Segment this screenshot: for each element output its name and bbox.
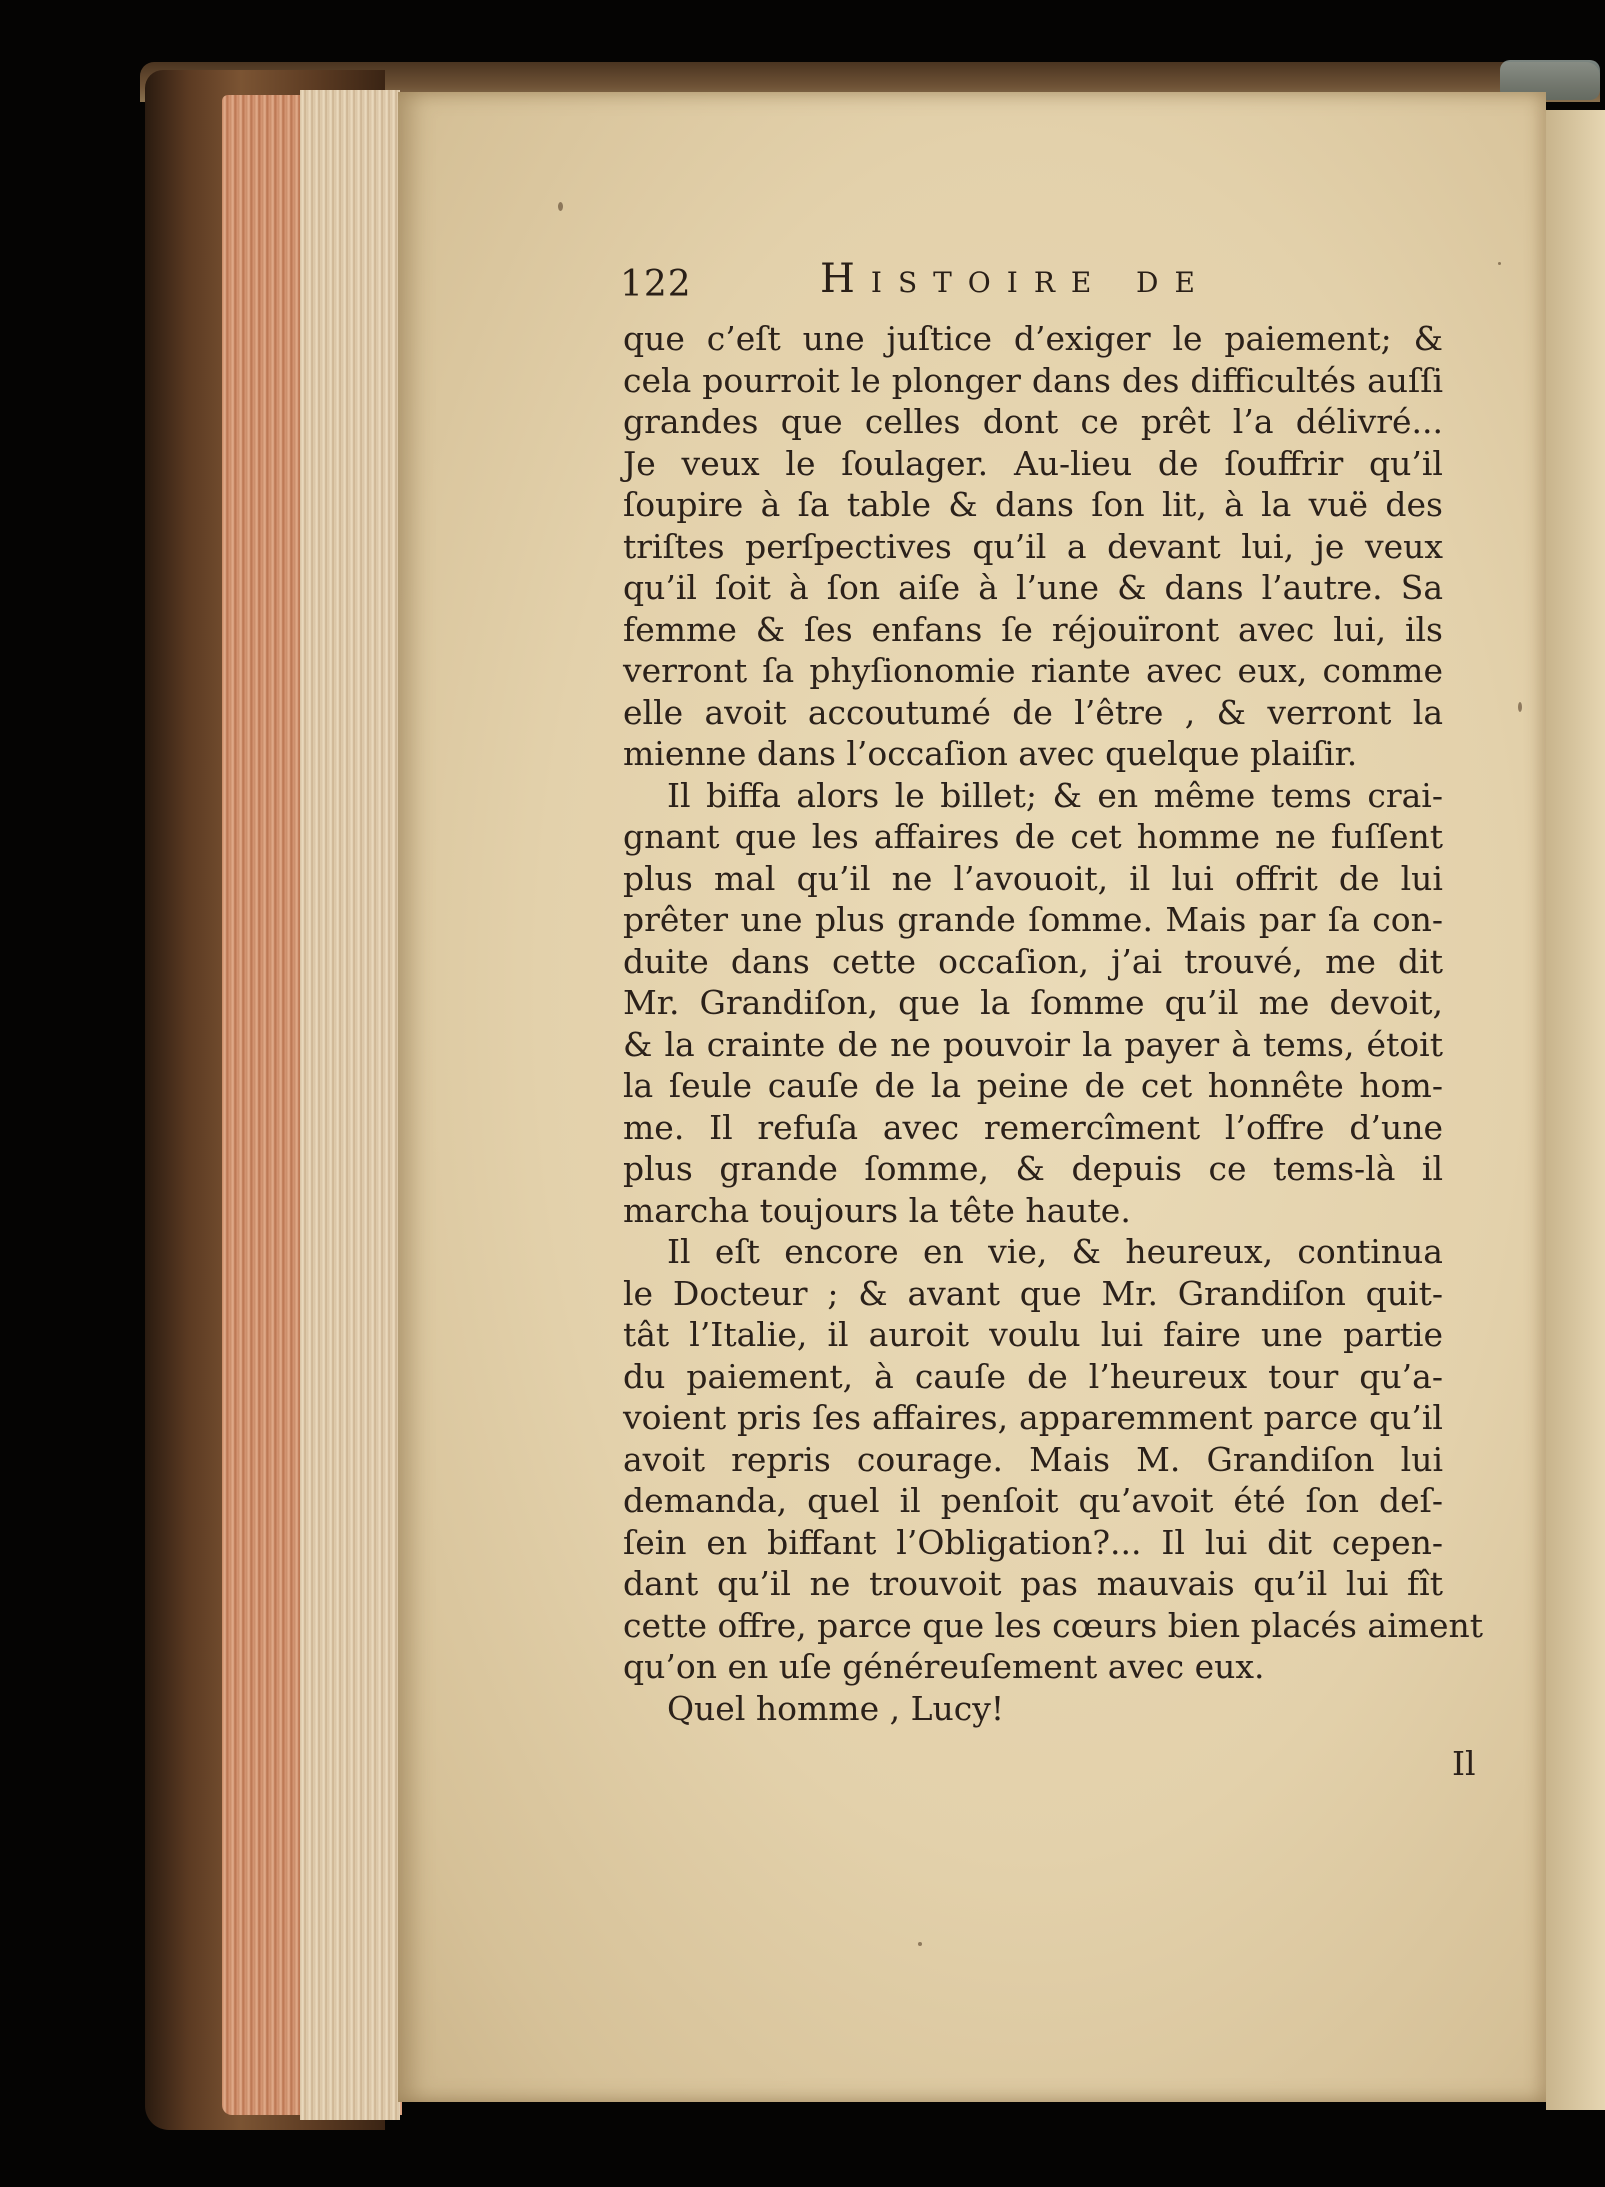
catchword: Il	[1452, 1744, 1476, 1783]
text-line: grandes que celles dont ce prêt l’a délivré...	[623, 402, 1443, 441]
text-line: que c’eſt une juſtice d’exiger le paiement; &	[623, 319, 1443, 358]
text-line: verront ſa phyſionomie riante avec eux, comme	[623, 651, 1443, 690]
text-line: ſein en biffant l’Obligation?... Il lui dit cepen-	[623, 1522, 1443, 1562]
text-line: Il biffa alors le billet; & en même tems crai-	[667, 775, 1443, 815]
text-line: me. Il refuſa avec remercîment l’offre d’une	[623, 1107, 1443, 1147]
text-line: tât l’Italie, il auroit voulu lui faire une partie	[623, 1315, 1443, 1354]
text-line: qu’on en uſe généreuſement avec eux.	[623, 1647, 1265, 1686]
text-line: plus mal qu’il ne l’avouoit, il lui offrit de lui	[623, 858, 1443, 898]
text-line: ſoupire à ſa table & dans ſon lit, à la vuë des	[623, 485, 1443, 524]
text-line: prêter une plus grande ſomme. Mais par ſa con-	[623, 900, 1443, 939]
text-line: triſtes perſpectives qu’il a devant lui, je veux	[623, 526, 1443, 566]
text-line: Je veux le ſoulager. Au-lieu de ſouffrir qu’il	[623, 443, 1443, 483]
text-line: demanda, quel il penſoit qu’avoit été ſon deſ-	[623, 1481, 1443, 1520]
text-line: gnant que les affaires de cet homme ne fuſſent	[623, 817, 1443, 856]
text-line: cette offre, parce que les cœurs bien placés aiment	[623, 1605, 1483, 1645]
text-line: duite dans cette occaſion, j’ai trouvé, me dit	[623, 941, 1443, 981]
text-line: elle avoit accoutumé de l’être , & verront la	[623, 692, 1443, 732]
text-line: voient pris ſes affaires, apparemment parce qu’il	[623, 1398, 1443, 1437]
text-line: femme & ſes enfans ſe réjouïront avec lui, ils	[623, 609, 1443, 649]
facing-page-edge	[1546, 110, 1605, 2110]
text-line: Il eſt encore en vie, & heureux, continua	[667, 1232, 1443, 1271]
page-text	[623, 318, 1483, 1729]
text-line: Mr. Grandiſon, que la ſomme qu’il me devoit,	[623, 983, 1443, 1022]
text-line: cela pourroit le plonger dans des difficultés auſſi	[623, 360, 1443, 400]
page-number: 122	[620, 264, 692, 305]
running-head	[620, 256, 1440, 316]
text-line: mienne dans l’occaſion avec quelque plaiſir.	[623, 734, 1358, 773]
text-line: qu’il ſoit à ſon aiſe à l’une & dans l’autre. Sa	[623, 568, 1443, 607]
text-line: le Docteur ; & avant que Mr. Grandiſon quit-	[623, 1273, 1443, 1313]
text-line: & la crainte de ne pouvoir la payer à tems, étoit	[623, 1024, 1443, 1064]
page-speck	[558, 202, 563, 211]
running-title: Histoire de	[820, 256, 1211, 302]
text-line: Quel homme , Lucy!	[667, 1688, 1005, 1728]
page-speck	[1498, 262, 1501, 265]
text-line: plus grande ſomme, & depuis ce tems-là il	[623, 1149, 1443, 1188]
text-line: dant qu’il ne trouvoit pas mauvais qu’il lui fît	[623, 1564, 1443, 1603]
text-line: la ſeule cauſe de la peine de cet honnête hom-	[623, 1066, 1443, 1105]
text-line: avoit repris courage. Mais M. Grandiſon lui	[623, 1439, 1443, 1479]
text-line: marcha toujours la tête haute.	[623, 1190, 1131, 1230]
text-line: du paiement, à cauſe de l’heureux tour qu’a-	[623, 1356, 1443, 1396]
page-edges-inner	[300, 90, 400, 2120]
page-speck	[918, 1942, 922, 1946]
page-speck	[1518, 702, 1522, 712]
